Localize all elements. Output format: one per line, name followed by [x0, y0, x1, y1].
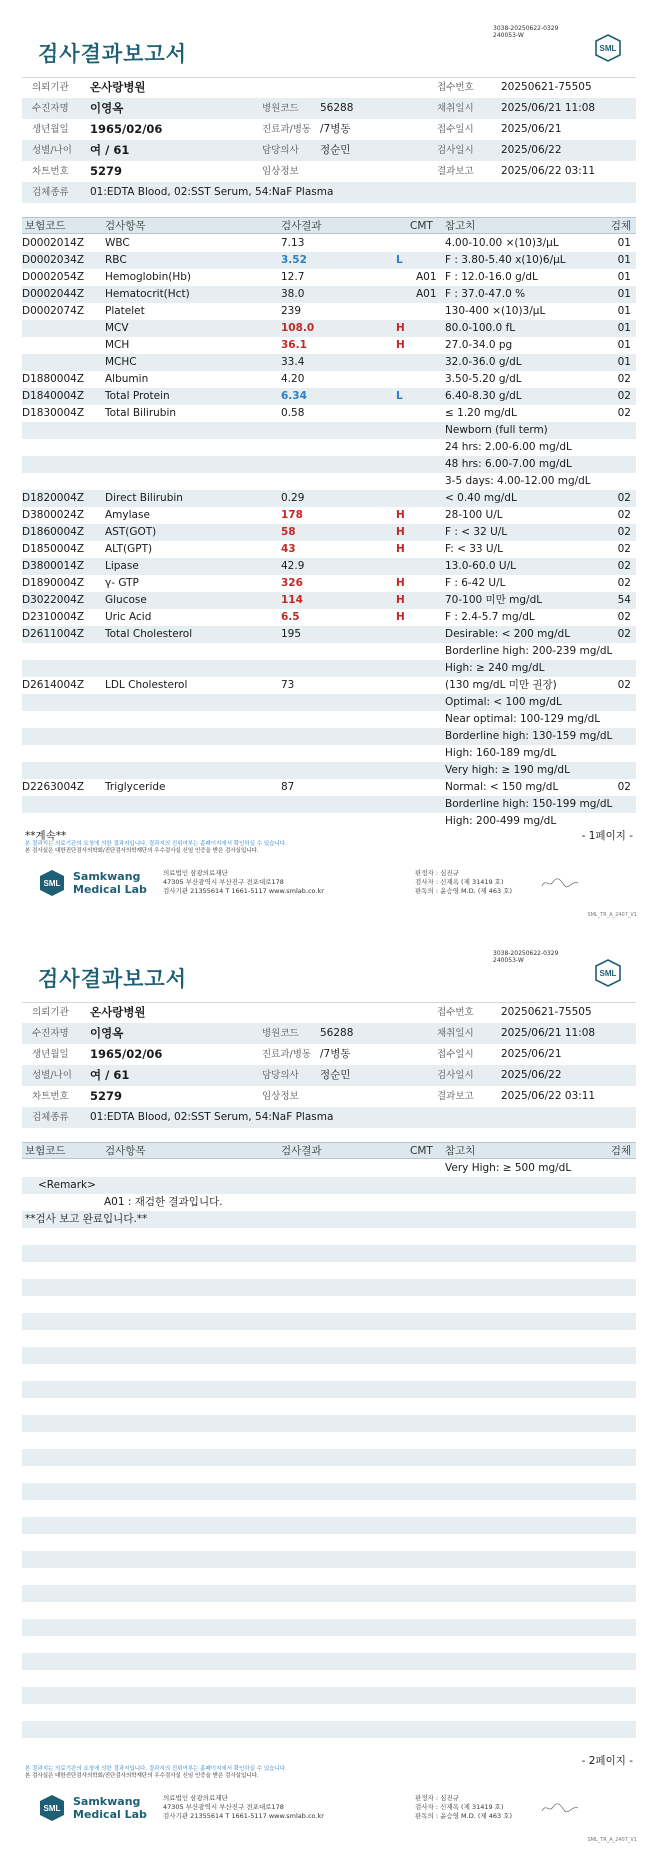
table-row [22, 337, 636, 354]
th-ref: 참고치 [445, 1145, 476, 1157]
cell-reference: 6.40-8.30 g/dL [445, 390, 522, 402]
page-number: - 1페이지 - [581, 830, 633, 842]
table-row [22, 235, 636, 252]
svg-text:SML: SML [43, 879, 61, 888]
cell-result: 3.52 [281, 254, 307, 266]
cell-specimen: 02 [617, 492, 631, 504]
svg-text:SML: SML [599, 44, 617, 53]
cell-item: Hematocrit(Hct) [105, 288, 190, 300]
empty-row [22, 1347, 636, 1364]
cell-code: D3800024Z [22, 509, 85, 521]
cell-reference: High: 200-499 mg/dL [445, 815, 557, 827]
cell-specimen: 01 [617, 237, 631, 249]
doctor-label: 담당의사 [262, 145, 299, 156]
cell-reference: Borderline high: 150-199 mg/dL [445, 798, 613, 810]
cell-specimen: 02 [617, 781, 631, 793]
th-item: 검사항목 [105, 220, 146, 232]
table-row [22, 456, 636, 473]
table-row [22, 813, 636, 830]
report-title: 검사결과보고서 [38, 967, 188, 991]
empty-row [22, 1687, 636, 1704]
cell-result: 6.5 [281, 611, 300, 623]
dept-ward-value: /7병동 [320, 123, 351, 135]
cell-item: Glucose [105, 594, 147, 606]
remark-body: A01 : 재검한 결과입니다. [104, 1196, 223, 1208]
doctor-value: 정순민 [320, 1069, 351, 1081]
cell-specimen: 02 [617, 628, 631, 640]
svg-text:SML: SML [43, 1804, 61, 1813]
cell-code: D2614004Z [22, 679, 85, 691]
cell-reference: (130 mg/dL 미만 권장) [445, 679, 557, 691]
empty-row [22, 1721, 636, 1738]
report-title: 검사결과보고서 [38, 42, 188, 66]
table-row [22, 575, 636, 592]
chart-label: 차트번호 [32, 166, 69, 177]
cell-specimen: 01 [617, 339, 631, 351]
disclaimer-line-2: 본 검사실은 대한진단검사의학회/진단검사의학재단의 우수검사실 신임 인증을 받은 검사실입니다. [25, 1773, 259, 1779]
cell-reference: F : 37.0-47.0 % [445, 288, 526, 300]
empty-row [22, 1245, 636, 1262]
table-row [22, 728, 636, 745]
cell-result: 7.13 [281, 237, 305, 249]
cell-result: 114 [281, 594, 303, 606]
cell-code: D0002034Z [22, 254, 85, 266]
table-row [22, 643, 636, 660]
table-row [22, 592, 636, 609]
footer-org-info: 의료법인 삼광의료재단 47305 부산광역시 부산진구 전포대로178 검사기관 21355614 T 1661-5117 www.smlab.co.kr [163, 869, 324, 895]
table-row [22, 711, 636, 728]
clinical-label: 임상정보 [262, 166, 299, 177]
empty-row [22, 1177, 636, 1194]
cell-code: D3800014Z [22, 560, 85, 572]
sex-age-value: 여 / 61 [90, 143, 130, 157]
cell-flag: H [396, 526, 405, 538]
cell-code: D2263004Z [22, 781, 85, 793]
receipt-date-value: 2025/06/21 [501, 123, 562, 135]
disclaimer-line-1: 본 결과지는 의료기관의 요청에 의한 결과지입니다. 결과지의 진위여부는 홈페이지에서 확인하실 수 있습니다. [25, 841, 287, 847]
results-table-header [22, 217, 636, 234]
empty-row [22, 1585, 636, 1602]
cell-specimen: 01 [617, 322, 631, 334]
cell-item: Direct Bilirubin [105, 492, 183, 504]
cell-reference: 28-100 U/L [445, 509, 503, 521]
cell-item: ALT(GPT) [105, 543, 153, 555]
cell-reference: Borderline high: 200-239 mg/dL [445, 645, 613, 657]
th-specimen: 검체 [610, 1145, 631, 1157]
sml-logo-icon [37, 1793, 67, 1823]
cell-reference: Very High: ≥ 500 mg/dL [445, 1162, 572, 1174]
cell-code: D0002074Z [22, 305, 85, 317]
cell-item: Hemoglobin(Hb) [105, 271, 192, 283]
cell-reference: 27.0-34.0 pg [445, 339, 513, 351]
signature-icon [540, 876, 580, 890]
empty-row [22, 1483, 636, 1500]
table-row [22, 388, 636, 405]
chart-label: 차트번호 [32, 1091, 69, 1102]
table-row [22, 796, 636, 813]
collect-date-value: 2025/06/21 11:08 [501, 1027, 596, 1039]
cell-reference: 4.00-10.00 ×(10)3/μL [445, 237, 559, 249]
table-row [22, 660, 636, 677]
dept-ward-label: 진료과/병동 [262, 124, 312, 135]
cell-specimen: 01 [617, 356, 631, 368]
table-row [22, 269, 636, 286]
empty-row [22, 1279, 636, 1296]
cell-result: 6.34 [281, 390, 307, 402]
cell-specimen: 02 [617, 611, 631, 623]
cell-reference: 3.50-5.20 g/dL [445, 373, 522, 385]
cell-reference: ≤ 1.20 mg/dL [445, 407, 517, 419]
th-code: 보험코드 [25, 220, 66, 232]
table-row [22, 762, 636, 779]
clinical-label: 임상정보 [262, 1091, 299, 1102]
requester-label: 의뢰기관 [32, 82, 69, 93]
collect-date-label: 채취일시 [437, 103, 474, 114]
cell-reference: F : 12.0-16.0 g/dL [445, 271, 538, 283]
table-row [22, 405, 636, 422]
hospital-code-value: 56288 [320, 102, 354, 114]
cell-reference: F : 2.4-5.7 mg/dL [445, 611, 535, 623]
receipt-no-label: 접수번호 [437, 1007, 474, 1018]
cell-specimen: 02 [617, 373, 631, 385]
cell-specimen: 01 [617, 288, 631, 300]
cell-item: RBC [105, 254, 127, 266]
cell-reference: F: < 33 U/L [445, 543, 504, 555]
cell-reference: 130-400 ×(10)3/μL [445, 305, 546, 317]
cell-item: Amylase [105, 509, 150, 521]
cell-code: D1850004Z [22, 543, 85, 555]
table-row [22, 609, 636, 626]
cell-item: LDL Cholesterol [105, 679, 188, 691]
cell-result: 38.0 [281, 288, 305, 300]
cell-specimen: 01 [617, 271, 631, 283]
cell-result: 73 [281, 679, 295, 691]
sml-badge-icon [593, 33, 623, 63]
form-code: SML_TR_A_2407_V1 [587, 1837, 637, 1843]
sml-logo-icon [37, 868, 67, 898]
patient-label: 수진자명 [32, 1028, 69, 1039]
cell-cmt: A01 [416, 288, 437, 300]
sml-brand-name: Samkwang Medical Lab [73, 870, 147, 896]
test-date-label: 검사일시 [437, 1070, 474, 1081]
page-number: - 2페이지 - [581, 1755, 633, 1767]
table-row [22, 677, 636, 694]
cell-reference: F : 3.80-5.40 x(10)6/μL [445, 254, 566, 266]
results-table-header [22, 1142, 636, 1159]
test-date-value: 2025/06/22 [501, 1069, 562, 1081]
cell-item: Lipase [105, 560, 139, 572]
cell-result: 195 [281, 628, 302, 640]
cell-flag: H [396, 339, 405, 351]
table-row [22, 354, 636, 371]
table-row [22, 558, 636, 575]
receipt-date-value: 2025/06/21 [501, 1048, 562, 1060]
requester-value: 온사랑병원 [90, 80, 146, 94]
th-specimen: 검체 [610, 220, 631, 232]
empty-row [22, 1415, 636, 1432]
continued-note: **계속** [25, 830, 67, 842]
signature-icon [540, 1801, 580, 1815]
patient-label: 수진자명 [32, 103, 69, 114]
chart-value: 5279 [90, 164, 123, 178]
report-date-label: 결과보고 [437, 1091, 474, 1102]
cell-result: 0.58 [281, 407, 305, 419]
cell-reference: High: 160-189 mg/dL [445, 747, 557, 759]
cell-specimen: 02 [617, 560, 631, 572]
birth-value: 1965/02/06 [90, 122, 163, 136]
report-code: 3038-20250622-0329 240053-W [493, 950, 559, 964]
form-code: SML_TR_A_2407_V1 [587, 912, 637, 918]
dept-ward-value: /7병동 [320, 1048, 351, 1060]
cell-result: 239 [281, 305, 302, 317]
cell-result: 12.7 [281, 271, 305, 283]
sml-brand-name: Samkwang Medical Lab [73, 1795, 147, 1821]
cell-code: D1860004Z [22, 526, 85, 538]
th-result: 검사결과 [281, 220, 322, 232]
cell-specimen: 02 [617, 407, 631, 419]
cell-item: AST(GOT) [105, 526, 157, 538]
cell-code: D0002044Z [22, 288, 85, 300]
receipt-no-value: 20250621-75505 [501, 1006, 592, 1018]
report-complete-note: **검사 보고 완료입니다.** [25, 1213, 148, 1225]
empty-row [22, 1313, 636, 1330]
table-row [22, 694, 636, 711]
disclaimer-line-1: 본 결과지는 의료기관의 요청에 의한 결과지입니다. 결과지의 진위여부는 홈페이지에서 확인하실 수 있습니다. [25, 1766, 287, 1772]
cell-item: Triglyceride [105, 781, 166, 793]
th-code: 보험코드 [25, 1145, 66, 1157]
cell-result: 36.1 [281, 339, 307, 351]
birth-label: 생년월일 [32, 124, 69, 135]
cell-reference: 80.0-100.0 fL [445, 322, 516, 334]
cell-item: Albumin [105, 373, 149, 385]
receipt-date-label: 접수일시 [437, 1049, 474, 1060]
cell-code: D0002054Z [22, 271, 85, 283]
requester-value: 온사랑병원 [90, 1005, 146, 1019]
footer-signers: 판정자 : 심진규 검사자 : 신재옥 (제 31419 호) 판독의 : 윤승영 M.D. (제 463 호) [415, 1794, 513, 1820]
cell-flag: H [396, 611, 405, 623]
cell-code: D1830004Z [22, 407, 85, 419]
sml-badge-icon [593, 958, 623, 988]
cell-reference: Normal: < 150 mg/dL [445, 781, 559, 793]
table-row [22, 320, 636, 337]
cell-result: 87 [281, 781, 295, 793]
cell-reference: F : < 32 U/L [445, 526, 508, 538]
empty-row [22, 1619, 636, 1636]
cell-item: Total Bilirubin [105, 407, 177, 419]
empty-row [22, 1381, 636, 1398]
specimen-label: 검체종류 [32, 1112, 69, 1123]
cell-reference: < 0.40 mg/dL [445, 492, 517, 504]
table-row [22, 371, 636, 388]
table-row [22, 541, 636, 558]
cell-flag: H [396, 322, 405, 334]
cell-flag: H [396, 543, 405, 555]
footer-org-info: 의료법인 삼광의료재단 47305 부산광역시 부산진구 전포대로178 검사기관 21355614 T 1661-5117 www.smlab.co.kr [163, 1794, 324, 1820]
svg-text:SML: SML [599, 969, 617, 978]
cell-reference: 70-100 미만 mg/dL [445, 594, 543, 606]
cell-result: 42.9 [281, 560, 305, 572]
cell-code: D0002014Z [22, 237, 85, 249]
table-row [22, 252, 636, 269]
cell-reference: F : 6-42 U/L [445, 577, 506, 589]
cell-result: 43 [281, 543, 296, 555]
cell-specimen: 02 [617, 679, 631, 691]
test-date-label: 검사일시 [437, 145, 474, 156]
cell-reference: 3-5 days: 4.00-12.00 mg/dL [445, 475, 591, 487]
cell-result: 58 [281, 526, 296, 538]
empty-row [22, 1653, 636, 1670]
table-row [22, 286, 636, 303]
hospital-code-value: 56288 [320, 1027, 354, 1039]
cell-code: D3022004Z [22, 594, 85, 606]
table-row [22, 473, 636, 490]
cell-code: D2310004Z [22, 611, 85, 623]
cell-specimen: 01 [617, 254, 631, 266]
cell-flag: H [396, 594, 405, 606]
doctor-value: 정순민 [320, 144, 351, 156]
table-row [22, 422, 636, 439]
birth-value: 1965/02/06 [90, 1047, 163, 1061]
specimen-value: 01:EDTA Blood, 02:SST Serum, 54:NaF Plasma [90, 1111, 334, 1123]
cell-reference: 24 hrs: 2.00-6.00 mg/dL [445, 441, 572, 453]
cell-specimen: 02 [617, 543, 631, 555]
collect-date-value: 2025/06/21 11:08 [501, 102, 596, 114]
cell-code: D1890004Z [22, 577, 85, 589]
cell-flag: L [396, 390, 403, 402]
cell-result: 0.29 [281, 492, 305, 504]
requester-label: 의뢰기관 [32, 1007, 69, 1018]
empty-row [22, 1449, 636, 1466]
cell-result: 33.4 [281, 356, 305, 368]
birth-label: 생년월일 [32, 1049, 69, 1060]
table-row [22, 745, 636, 762]
table-row [22, 303, 636, 320]
cell-reference: 48 hrs: 6.00-7.00 mg/dL [445, 458, 572, 470]
th-item: 검사항목 [105, 1145, 146, 1157]
cell-item: MCV [105, 322, 129, 334]
cell-item: Uric Acid [105, 611, 152, 623]
cell-specimen: 54 [617, 594, 631, 606]
cell-cmt: A01 [416, 271, 437, 283]
cell-result: 4.20 [281, 373, 305, 385]
report-code: 3038-20250622-0329 240053-W [493, 25, 559, 39]
receipt-no-value: 20250621-75505 [501, 81, 592, 93]
cell-reference: Borderline high: 130-159 mg/dL [445, 730, 613, 742]
chart-value: 5279 [90, 1089, 123, 1103]
hospital-code-label: 병원코드 [262, 1028, 299, 1039]
cell-item: Platelet [105, 305, 145, 317]
table-row [22, 626, 636, 643]
test-date-value: 2025/06/22 [501, 144, 562, 156]
cell-item: MCH [105, 339, 130, 351]
report-page-2 [0, 925, 655, 1850]
cell-reference: Optimal: < 100 mg/dL [445, 696, 562, 708]
dept-ward-label: 진료과/병동 [262, 1049, 312, 1060]
disclaimer-line-2: 본 검사실은 대한진단검사의학회/진단검사의학재단의 우수검사실 신임 인증을 받은 검사실입니다. [25, 848, 259, 854]
cell-item: MCHC [105, 356, 137, 368]
empty-row [22, 1517, 636, 1534]
th-result: 검사결과 [281, 1145, 322, 1157]
cell-item: WBC [105, 237, 130, 249]
cell-flag: L [396, 254, 403, 266]
cell-flag: H [396, 509, 405, 521]
footer-signers: 판정자 : 심진규 검사자 : 신재옥 (제 31419 호) 판독의 : 윤승영 M.D. (제 463 호) [415, 869, 513, 895]
cell-reference: High: ≥ 240 mg/dL [445, 662, 545, 674]
cell-specimen: 01 [617, 305, 631, 317]
cell-item: γ- GTP [105, 577, 139, 589]
table-row [22, 779, 636, 796]
cell-specimen: 02 [617, 577, 631, 589]
th-cmt: CMT [410, 220, 433, 232]
table-row [22, 507, 636, 524]
report-date-value: 2025/06/22 03:11 [501, 165, 596, 177]
cell-item: Total Cholesterol [105, 628, 193, 640]
cell-code: D1840004Z [22, 390, 85, 402]
receipt-date-label: 접수일시 [437, 124, 474, 135]
cell-result: 326 [281, 577, 303, 589]
hospital-code-label: 병원코드 [262, 103, 299, 114]
cell-code: D1820004Z [22, 492, 85, 504]
doctor-label: 담당의사 [262, 1070, 299, 1081]
report-date-label: 결과보고 [437, 166, 474, 177]
sex-age-label: 성별/나이 [32, 145, 72, 156]
cell-reference: Near optimal: 100-129 mg/dL [445, 713, 601, 725]
th-ref: 참고치 [445, 220, 476, 232]
cell-specimen: 02 [617, 390, 631, 402]
patient-value: 이영옥 [90, 1026, 124, 1040]
sex-age-label: 성별/나이 [32, 1070, 72, 1081]
cell-reference: Desirable: < 200 mg/dL [445, 628, 571, 640]
cell-code: D1880004Z [22, 373, 85, 385]
table-row [22, 490, 636, 507]
collect-date-label: 채취일시 [437, 1028, 474, 1039]
sex-age-value: 여 / 61 [90, 1068, 130, 1082]
cell-flag: H [396, 577, 405, 589]
cell-specimen: 02 [617, 526, 631, 538]
cell-code: D2611004Z [22, 628, 85, 640]
specimen-label: 검체종류 [32, 187, 69, 198]
cell-result: 108.0 [281, 322, 315, 334]
cell-specimen: 02 [617, 509, 631, 521]
specimen-value: 01:EDTA Blood, 02:SST Serum, 54:NaF Plasma [90, 186, 334, 198]
cell-result: 178 [281, 509, 303, 521]
report-date-value: 2025/06/22 03:11 [501, 1090, 596, 1102]
receipt-no-label: 접수번호 [437, 82, 474, 93]
table-row [22, 439, 636, 456]
table-row [22, 524, 636, 541]
empty-row [22, 1551, 636, 1568]
cell-reference: Very high: ≥ 190 mg/dL [445, 764, 570, 776]
th-cmt: CMT [410, 1145, 433, 1157]
table-row [22, 1160, 636, 1177]
cell-reference: Newborn (full term) [445, 424, 548, 436]
cell-reference: 32.0-36.0 g/dL [445, 356, 522, 368]
cell-item: Total Protein [105, 390, 170, 402]
cell-reference: 13.0-60.0 U/L [445, 560, 516, 572]
patient-value: 이영옥 [90, 101, 124, 115]
remark-title: <Remark> [38, 1179, 96, 1191]
